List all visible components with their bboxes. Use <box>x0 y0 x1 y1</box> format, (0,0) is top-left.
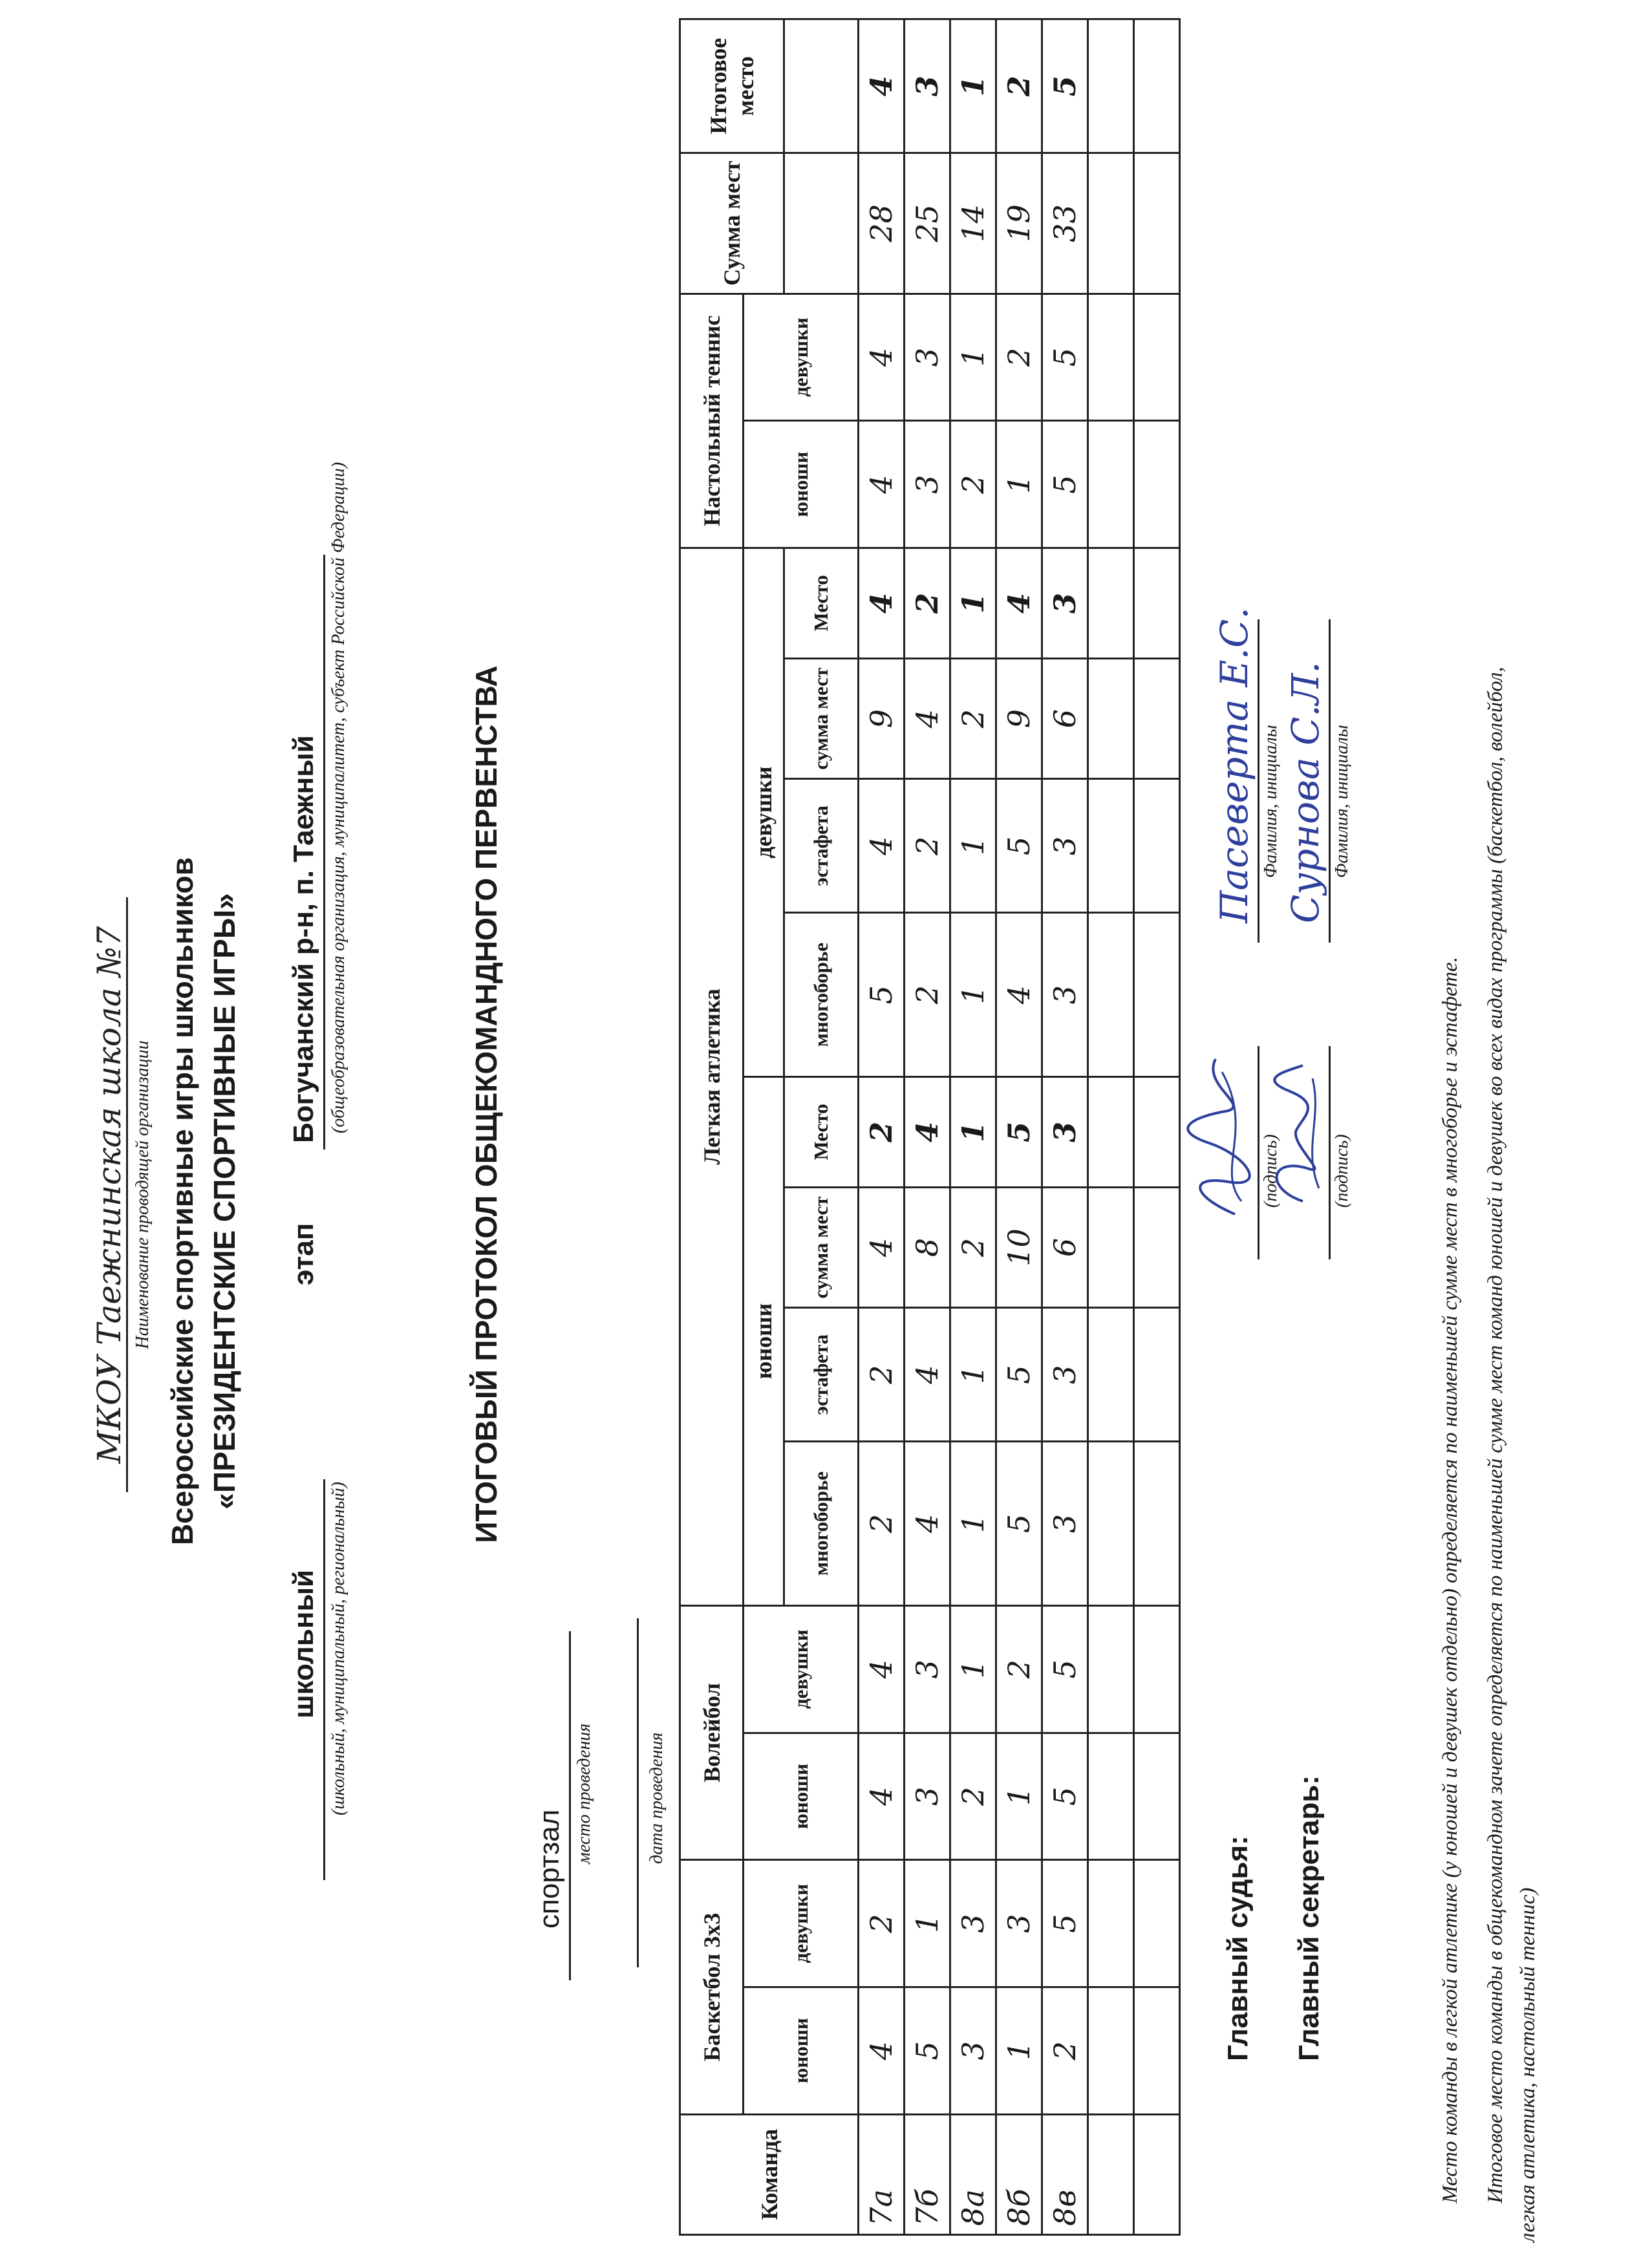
cell-ag-sum: 2 <box>950 658 996 778</box>
col-athletics-girls: девушки <box>744 548 784 1077</box>
secretary-name: Сурнова С.Л. <box>1283 661 1327 923</box>
col-tennis: Настольный теннис <box>680 294 744 548</box>
col-ag-place: Место <box>784 548 859 659</box>
col-final-place: Итоговое место <box>680 19 784 153</box>
page-title: ИТОГОВЫЙ ПРОТОКОЛ ОБЩЕКОМАНДНОГО ПЕРВЕНСТВА <box>469 665 503 1543</box>
cell-ag-rel: 5 <box>996 779 1042 913</box>
cell-vb-g: 3 <box>905 1605 950 1733</box>
stage-label: этап <box>288 1223 319 1285</box>
cell-ab-rel: 1 <box>950 1308 996 1442</box>
cell-ag-all <box>1134 913 1180 1077</box>
cell-total <box>1088 153 1134 294</box>
cell-vb-g: 5 <box>1042 1605 1088 1733</box>
cell-bb-b: 1 <box>996 1987 1042 2114</box>
cell-ab-place: 1 <box>950 1076 996 1187</box>
cell-ag-place: 2 <box>905 548 950 659</box>
organization-name: МКОУ Таежнинская школа №7 <box>91 926 128 1464</box>
cell-ab-rel <box>1134 1308 1180 1442</box>
cell-ab-all <box>1134 1442 1180 1606</box>
col-athletics: Легкая атлетика <box>680 548 744 1606</box>
date-caption: дата проведения <box>647 1732 667 1864</box>
cell-total: 28 <box>859 153 905 294</box>
cell-bb-g: 1 <box>905 1860 950 1987</box>
table-row <box>1134 19 1180 2235</box>
cell-ab-rel: 5 <box>996 1308 1042 1442</box>
cell-team: 8а <box>950 2114 996 2234</box>
col-vb-girls: девушки <box>744 1605 859 1733</box>
cell-ab-place: 4 <box>905 1076 950 1187</box>
judge-signature-caption: (подпись) <box>1261 1134 1281 1208</box>
results-body <box>859 19 1180 2235</box>
cell-final <box>1088 19 1134 153</box>
event-line-2: «ПРЕЗИДЕНТСКИЕ СПОРТИВНЫЕ ИГРЫ» <box>208 893 241 1510</box>
header-row-1 <box>680 19 744 2235</box>
cell-vb-g <box>1134 1605 1180 1733</box>
location-caption: (общеобразовательная организация, муниципалитет, субъект Российской Федерации) <box>328 462 348 1133</box>
cell-tt-b: 2 <box>950 421 996 548</box>
col-bb-girls: девушки <box>744 1860 859 1987</box>
cell-bb-b <box>1134 1987 1180 2114</box>
cell-ab-all: 2 <box>859 1442 905 1606</box>
cell-ab-all <box>1088 1442 1134 1606</box>
cell-ag-all: 5 <box>859 913 905 1077</box>
cell-bb-b: 4 <box>859 1987 905 2114</box>
cell-ag-place <box>1134 548 1180 659</box>
cell-ag-place: 1 <box>950 548 996 659</box>
secretary-label: Главный секретарь: <box>1293 1775 1325 2061</box>
table-row <box>859 19 905 2235</box>
cell-tt-g <box>1134 294 1180 421</box>
table-row <box>905 19 950 2235</box>
cell-tt-g <box>1088 294 1134 421</box>
judge-name: Пасеверта Е.С. <box>1212 607 1256 923</box>
cell-total: 19 <box>996 153 1042 294</box>
cell-final: 4 <box>859 19 905 153</box>
table-row <box>1042 19 1088 2235</box>
cell-ag-place: 4 <box>996 548 1042 659</box>
cell-ab-rel <box>1088 1308 1134 1442</box>
cell-vb-g <box>1088 1605 1134 1733</box>
cell-total: 33 <box>1042 153 1088 294</box>
cell-ab-all: 1 <box>950 1442 996 1606</box>
cell-vb-b: 2 <box>950 1733 996 1860</box>
cell-vb-b: 5 <box>1042 1733 1088 1860</box>
cell-tt-b <box>1088 421 1134 548</box>
col-athletics-boys: юноши <box>744 1076 784 1605</box>
cell-ag-all: 1 <box>950 913 996 1077</box>
table-row <box>1088 19 1134 2235</box>
cell-ag-rel: 3 <box>1042 779 1088 913</box>
col-ab-sum: сумма мест <box>784 1187 859 1307</box>
cell-tt-g: 1 <box>950 294 996 421</box>
cell-ag-sum <box>1088 658 1134 778</box>
cell-total: 25 <box>905 153 950 294</box>
cell-ag-all <box>1088 913 1134 1077</box>
col-ag-sum: сумма мест <box>784 658 859 778</box>
col-bb-boys: юноши <box>744 1987 859 2114</box>
cell-total <box>1134 153 1180 294</box>
col-tt-boys: юноши <box>744 421 859 548</box>
cell-bb-b: 2 <box>1042 1987 1088 2114</box>
cell-ab-place <box>1088 1076 1134 1187</box>
cell-tt-b: 3 <box>905 421 950 548</box>
organization-caption: Наименование проводящей организации <box>133 1040 153 1349</box>
cell-bb-g: 3 <box>950 1860 996 1987</box>
cell-ag-sum: 9 <box>859 658 905 778</box>
cell-ag-place: 3 <box>1042 548 1088 659</box>
cell-ag-place: 4 <box>859 548 905 659</box>
header-row-2 <box>744 19 784 2235</box>
cell-ag-all: 2 <box>905 913 950 1077</box>
judge-label: Главный судья: <box>1222 1835 1254 2061</box>
cell-bb-g <box>1134 1860 1180 1987</box>
secretary-signature-caption: (подпись) <box>1332 1134 1352 1208</box>
cell-final <box>1134 19 1180 153</box>
cell-bb-g: 2 <box>859 1860 905 1987</box>
cell-ag-all: 3 <box>1042 913 1088 1077</box>
col-sum: Сумма мест <box>680 153 784 294</box>
cell-ag-rel <box>1088 779 1134 913</box>
cell-tt-b: 1 <box>996 421 1042 548</box>
cell-team <box>1134 2114 1180 2234</box>
cell-ab-sum: 10 <box>996 1187 1042 1307</box>
cell-ab-place: 5 <box>996 1076 1042 1187</box>
note-final-rule-line1: Итоговое место команды в общекомандном зачете определяется по наименьшей сумме мест команд юношей и девушек во всех видах программы (баскетбол, волейбол, <box>1484 667 1507 2203</box>
cell-ag-sum: 9 <box>996 658 1042 778</box>
cell-team: 7а <box>859 2114 905 2234</box>
cell-vb-g: 4 <box>859 1605 905 1733</box>
col-ab-relay: эстафета <box>784 1308 859 1442</box>
cell-bb-g: 3 <box>996 1860 1042 1987</box>
cell-bb-b: 3 <box>950 1987 996 2114</box>
cell-ag-sum <box>1134 658 1180 778</box>
cell-ab-sum: 6 <box>1042 1187 1088 1307</box>
cell-ab-sum: 4 <box>859 1187 905 1307</box>
cell-team: 8б <box>996 2114 1042 2234</box>
cell-ab-all: 5 <box>996 1442 1042 1606</box>
cell-tt-g: 3 <box>905 294 950 421</box>
cell-ab-sum: 8 <box>905 1187 950 1307</box>
venue-value: спортзал <box>533 1809 565 1929</box>
col-volleyball: Волейбол <box>680 1605 744 1859</box>
cell-vb-b <box>1134 1733 1180 1860</box>
cell-team: 7б <box>905 2114 950 2234</box>
cell-team <box>1088 2114 1134 2234</box>
secretary-signature <box>1251 1059 1338 1214</box>
cell-ag-rel: 2 <box>905 779 950 913</box>
cell-ag-place <box>1088 548 1134 659</box>
note-athletics-rule: Место команды в легкой атлетике (у юношей и девушек отдельно) определяется по наименьшей сумме мест в многоборье и эстафете. <box>1439 957 1462 2203</box>
cell-tt-g: 4 <box>859 294 905 421</box>
cell-tt-b: 4 <box>859 421 905 548</box>
col-ab-place: Место <box>784 1076 859 1187</box>
results-table <box>679 18 1181 2236</box>
cell-bb-b: 5 <box>905 1987 950 2114</box>
cell-ab-sum <box>1088 1187 1134 1307</box>
cell-ag-sum: 4 <box>905 658 950 778</box>
cell-ab-all: 4 <box>905 1442 950 1606</box>
cell-vb-b: 3 <box>905 1733 950 1860</box>
cell-bb-g: 5 <box>1042 1860 1088 1987</box>
cell-ab-place: 3 <box>1042 1076 1088 1187</box>
col-ag-allround: многоборье <box>784 913 859 1077</box>
col-final-blank <box>784 19 859 153</box>
table-row <box>996 19 1042 2235</box>
cell-vb-b: 1 <box>996 1733 1042 1860</box>
cell-final: 2 <box>996 19 1042 153</box>
cell-ab-place <box>1134 1076 1180 1187</box>
cell-vb-b <box>1088 1733 1134 1860</box>
cell-ag-sum: 6 <box>1042 658 1088 778</box>
cell-ag-rel: 4 <box>859 779 905 913</box>
cell-vb-g: 2 <box>996 1605 1042 1733</box>
col-sum-blank <box>784 153 859 294</box>
cell-final: 5 <box>1042 19 1088 153</box>
cell-ab-place: 2 <box>859 1076 905 1187</box>
cell-vb-g: 1 <box>950 1605 996 1733</box>
event-line-1: Всероссийские спортивные игры школьников <box>166 857 199 1546</box>
secretary-name-caption: Фамилия, инициалы <box>1332 725 1352 878</box>
level-caption: (школьный, муниципальный, региональный) <box>328 1482 348 1815</box>
cell-vb-b: 4 <box>859 1733 905 1860</box>
cell-ab-sum: 2 <box>950 1187 996 1307</box>
judge-name-caption: Фамилия, инициалы <box>1261 725 1281 878</box>
cell-tt-b <box>1134 421 1180 548</box>
level-value: школьный <box>288 1569 319 1718</box>
cell-ag-rel <box>1134 779 1180 913</box>
cell-bb-b <box>1088 1987 1134 2114</box>
cell-ag-rel: 1 <box>950 779 996 913</box>
cell-tt-b: 5 <box>1042 421 1088 548</box>
col-tt-girls: девушки <box>744 294 859 421</box>
cell-total: 14 <box>950 153 996 294</box>
col-basketball: Баскетбол 3х3 <box>680 1860 744 2114</box>
cell-ab-sum <box>1134 1187 1180 1307</box>
location-value: Богучанский р-н, п. Таежный <box>288 735 319 1143</box>
cell-ag-all: 4 <box>996 913 1042 1077</box>
cell-final: 1 <box>950 19 996 153</box>
cell-team: 8в <box>1042 2114 1088 2234</box>
cell-tt-g: 5 <box>1042 294 1088 421</box>
cell-final: 3 <box>905 19 950 153</box>
cell-ab-rel: 2 <box>859 1308 905 1442</box>
col-ab-allround: многоборье <box>784 1442 859 1606</box>
col-team: Команда <box>680 2114 859 2234</box>
cell-tt-g: 2 <box>996 294 1042 421</box>
col-vb-boys: юноши <box>744 1733 859 1860</box>
col-ag-relay: эстафета <box>784 779 859 913</box>
table-row <box>950 19 996 2235</box>
cell-ab-all: 3 <box>1042 1442 1088 1606</box>
note-final-rule-line2: легкая атлетика, настольный теннис) <box>1516 1887 1539 2242</box>
venue-caption: место проведения <box>574 1723 594 1864</box>
cell-bb-g <box>1088 1860 1134 1987</box>
cell-ab-rel: 3 <box>1042 1308 1088 1442</box>
cell-ab-rel: 4 <box>905 1308 950 1442</box>
